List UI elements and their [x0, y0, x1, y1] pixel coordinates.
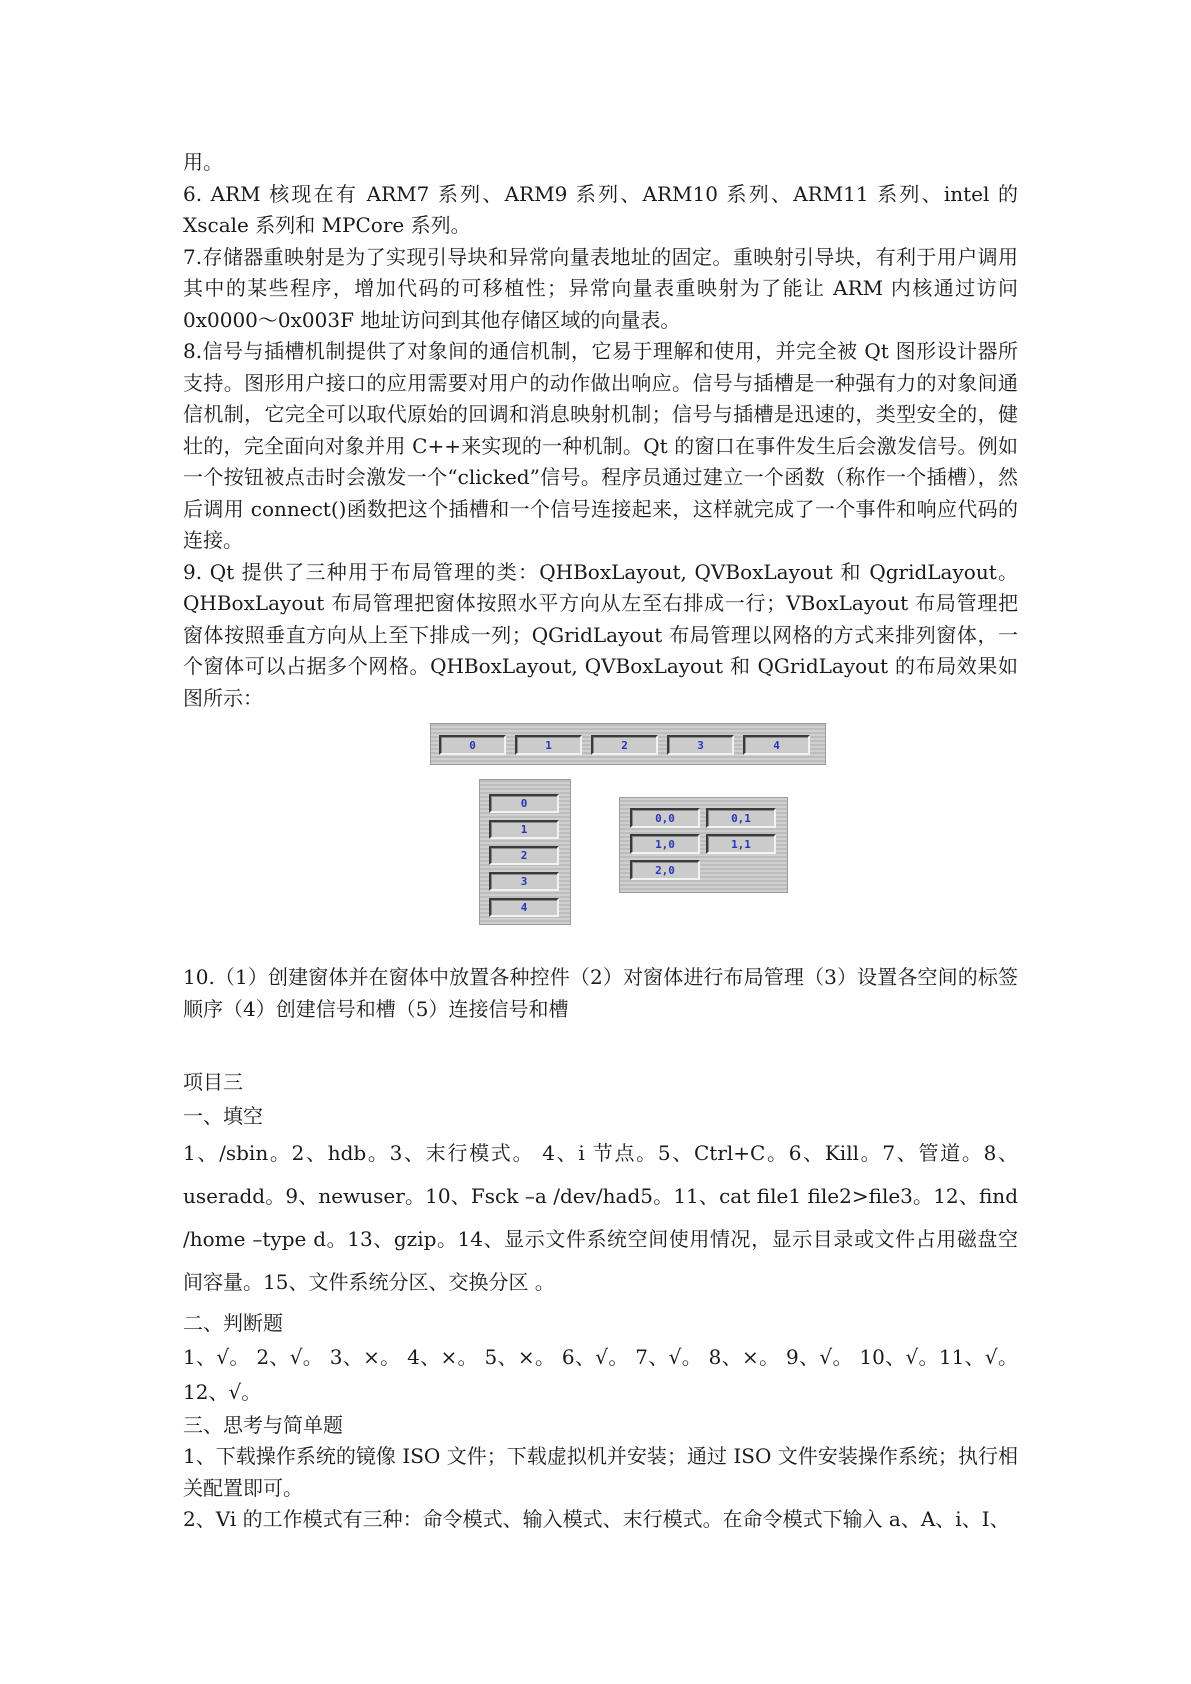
- grid-layout-figure: [619, 797, 788, 893]
- fill-heading: 一、填空: [183, 1103, 263, 1128]
- judge-answers: 1、√。 2、√。 3、×。 4、×。 5、×。 6、√。 7、√。 8、×。 9、√。 10、√。11、√。 12、√。: [183, 1344, 1018, 1404]
- vbox-button-0: 0: [489, 794, 559, 813]
- vbox-button-4: 4: [489, 898, 559, 917]
- hbox-button-0: 0: [439, 735, 506, 755]
- think-heading: 三、思考与简单题: [183, 1412, 343, 1437]
- vbox-button-1: 1: [489, 820, 559, 839]
- answer-section-top: [183, 147, 1018, 714]
- paragraph-10-block: [183, 962, 1018, 1025]
- hbox-layout-figure: [430, 723, 826, 765]
- paragraph-8: 8.信号与插槽机制提供了对象间的通信机制，它易于理解和使用，并完全被 Qt 图形设计器所支持。图形用户接口的应用需要对用户的动作做出响应。信号与插槽是一种强有力的对象间通信机制，它完全可以取代原始的回调和消息映射机制；信号与插槽是迅速的，类型安全的，健壮的，完全面向对象并用 C++来实现的一种机制。Qt 的窗口在事件发生后会激发信号。例如一个按钮被点击时会激发一个“clicked”信号。程序员通过建立一个函数（称作一个插槽），然后调用 connect()函数把这个插槽和一个信号连接起来，这样就完成了一个事件和响应代码的连接。: [183, 339, 1018, 552]
- grid-button-2-0: 2,0: [630, 860, 700, 880]
- paragraph-continuation: 用。: [183, 150, 223, 174]
- fill-answers: 1、/sbin。2、hdb。3、末行模式。 4、i 节点。5、Ctrl+C。6、Kill。7、管道。8、useradd。9、newuser。10、Fsck –a /dev/had5。11、cat file1 file2>file3。12、find /home –type d。13、gzip。14、显示文件系统空间使用情况，显示目录或文件占用磁盘空间容量。15、文件系统分区、交换分区 。: [183, 1141, 1018, 1294]
- vbox-layout-figure: [479, 779, 571, 925]
- think-answer-2: 2、Vi 的工作模式有三种：命令模式、输入模式、末行模式。在命令模式下输入 a、A、i、I、: [183, 1507, 1010, 1531]
- paragraph-6: 6. ARM 核现在有 ARM7 系列、ARM9 系列、ARM10 系列、ARM11 系列、intel 的 Xscale 系列和 MPCore 系列。: [183, 181, 1018, 237]
- grid-button-1-0: 1,0: [630, 834, 700, 854]
- hbox-button-2: 2: [591, 735, 658, 755]
- paragraph-10: 10.（1）创建窗体并在窗体中放置各种控件（2）对窗体进行布局管理（3）设置各空间的标签顺序（4）创建信号和槽（5）连接信号和槽: [183, 965, 1018, 1021]
- paragraph-9: 9. Qt 提供了三种用于布局管理的类：QHBoxLayout, QVBoxLayout 和 QgridLayout。QHBoxLayout 布局管理把窗体按照水平方向从左至右排成一行；VBoxLayout 布局管理把窗体按照垂直方向从上至下排成一列；QGridLayout 布局管理以网格的方式来排列窗体，一个窗体可以占据多个网格。QHBoxLayout, QVBoxLayout 和 QGridLayout 的布局效果如图所示：: [183, 559, 1018, 710]
- grid-button-0-0: 0,0: [630, 808, 700, 828]
- project3-title: 项目三: [183, 1070, 243, 1094]
- vbox-button-3: 3: [489, 872, 559, 891]
- vbox-button-2: 2: [489, 846, 559, 865]
- hbox-button-3: 3: [667, 735, 734, 755]
- think-answer-1: 1、下载操作系统的镜像 ISO 文件；下载虚拟机并安装；通过 ISO 文件安装操作系统；执行相关配置即可。: [183, 1444, 1018, 1500]
- grid-button-1-1: 1,1: [706, 834, 776, 854]
- grid-button-0-1: 0,1: [706, 808, 776, 828]
- hbox-button-1: 1: [515, 735, 582, 755]
- hbox-button-4: 4: [743, 735, 810, 755]
- project3-section: [183, 1067, 1018, 1536]
- judge-heading: 二、判断题: [183, 1311, 283, 1335]
- paragraph-7: 7.存储器重映射是为了实现引导块和异常向量表地址的固定。重映射引导块，有利于用户调用其中的某些程序，增加代码的可移植性；异常向量表重映射为了能让 ARM 内核通过访问 0x0000～0x003F 地址访问到其他存储区域的向量表。: [183, 244, 1018, 332]
